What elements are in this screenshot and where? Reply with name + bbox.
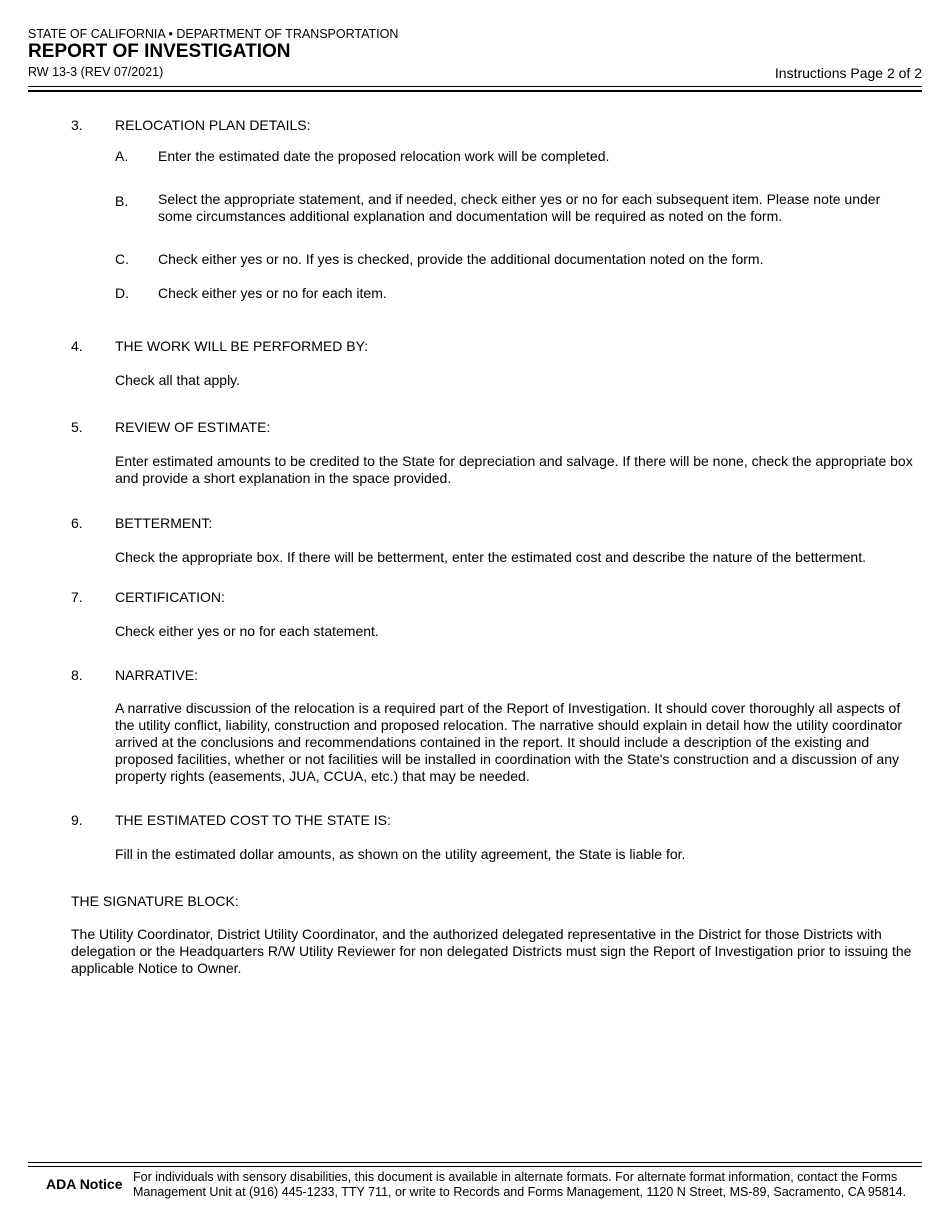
section-3-heading: RELOCATION PLAN DETAILS: [115,117,311,133]
section-5-text: Enter estimated amounts to be credited to the State for depreciation and salvage. If there will be none, check the appropriate box and provide a short explanation in the space provided. [115,453,913,486]
footer-divider-top [28,1162,922,1163]
section-4-number: 4. [71,338,83,354]
section-3d-text: Check either yes or no for each item. [158,285,387,301]
section-6-text: Check the appropriate box. If there will be betterment, enter the estimated cost and describe the nature of the betterment. [115,549,866,565]
section-9-number: 9. [71,812,83,828]
section-4-heading: THE WORK WILL BE PERFORMED BY: [115,338,369,354]
section-3d-letter: D. [115,285,129,301]
section-9-heading: THE ESTIMATED COST TO THE STATE IS: [115,812,391,828]
section-3c-letter: C. [115,251,129,267]
section-6-heading: BETTERMENT: [115,515,213,531]
section-8-text: A narrative discussion of the relocation is a required part of the Report of Investigation. It should cover thoroughly all aspects of the utility conflict, liability, construction and proposed relocation. The narrative should explain in detail how the utility coordinator arrived at the conclusions and recommendations contained in the report. It should include a description of the existing and proposed facilities, whether or not facilities will be installed in coordination with the State's construction and a discussion of any property rights (easements, JUA, CCUA, etc.) that may be needed. [115,700,903,784]
form-title: REPORT OF INVESTIGATION [28,41,291,62]
header-divider-thick [28,90,922,92]
section-3a-letter: A. [115,148,129,164]
section-7-heading: CERTIFICATION: [115,589,225,605]
header-divider-thin [28,86,922,87]
section-6-number: 6. [71,515,83,531]
section-3-number: 3. [71,117,83,133]
section-8-heading: NARRATIVE: [115,667,198,683]
section-8-number: 8. [71,667,83,683]
signature-block-heading: THE SIGNATURE BLOCK: [71,893,239,909]
section-9-text: Fill in the estimated dollar amounts, as shown on the utility agreement, the State is liable for. [115,846,686,862]
section-5-heading: REVIEW OF ESTIMATE: [115,419,271,435]
form-number: RW 13-3 (REV 07/2021) [28,65,164,79]
ada-notice-text: For individuals with sensory disabilities, this document is available in alternate formats. For alternate format information, contact the Forms Management Unit at (916) 445-1233, TTY 711, or write to Records and Forms Management, 1120 N Street, MS-89, Sacramento, CA 95814. [133,1170,907,1199]
agency-line: STATE OF CALIFORNIA • DEPARTMENT OF TRANSPORTATION [28,27,399,41]
section-3c-text: Check either yes or no. If yes is checked, provide the additional documentation noted on the form. [158,251,764,267]
section-3b-letter: B. [115,193,129,209]
page-indicator: Instructions Page 2 of 2 [774,65,922,81]
section-7-text: Check either yes or no for each statement. [115,623,379,639]
section-7-number: 7. [71,589,83,605]
section-3a-text: Enter the estimated date the proposed relocation work will be completed. [158,148,610,164]
signature-block-text: The Utility Coordinator, District Utility Coordinator, and the authorized delegated representative in the District for those Districts with delegation or the Headquarters R/W Utility Reviewer for non delegated Districts must sign the Report of Investigation prior to issuing the applicable Notice to Owner. [71,926,912,976]
section-5-number: 5. [71,419,83,435]
section-3b-text: Select the appropriate statement, and if needed, check either yes or no for each subsequent item. Please note under some circumstances additional explanation and documentation will be required as noted on the form. [158,191,881,224]
section-4-text: Check all that apply. [115,372,241,388]
footer-divider-bottom [28,1166,922,1167]
ada-notice-label: ADA Notice [46,1176,123,1192]
